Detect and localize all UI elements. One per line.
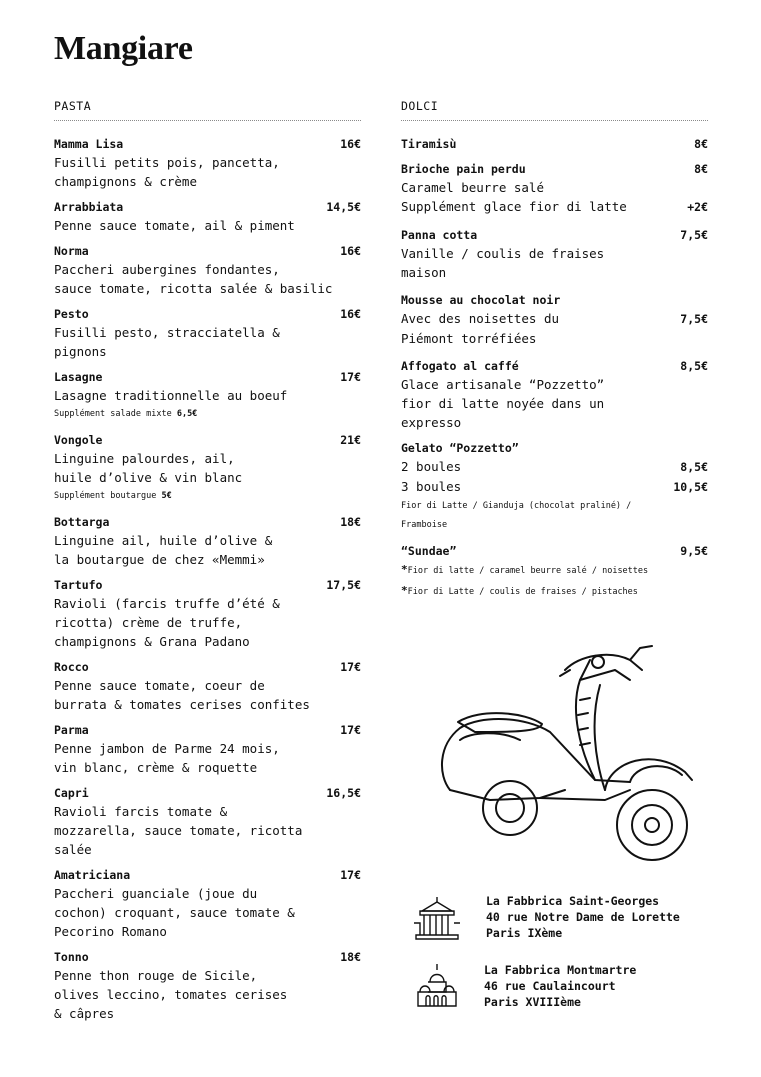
item-description: Paccheri aubergines fondantes,: [54, 262, 280, 277]
sundae-option: [401, 581, 708, 602]
menu-item: [54, 368, 361, 424]
item-name: Lasagne: [54, 370, 103, 384]
pasta-list: [54, 135, 361, 1023]
item-price: 18€: [340, 515, 361, 529]
location-city: Paris XVIIIème: [484, 995, 581, 1009]
item-description: Ravioli (farcis truffe d’été &: [54, 596, 280, 611]
item-description: Fusilli pesto, stracciatella &: [54, 325, 280, 340]
option-price: 8,5€: [680, 460, 708, 474]
location-name: La Fabbrica Montmartre: [484, 963, 637, 977]
item-description: Vanille / coulis de fraises: [401, 246, 605, 261]
item-name: Tiramisù: [401, 137, 457, 151]
item-description: Piémont torréfiées: [401, 331, 537, 346]
item-price: 17€: [340, 660, 361, 674]
menu-item: [54, 576, 361, 651]
location-name: La Fabbrica Saint-Georges: [486, 894, 660, 908]
location-city: Paris IXème: [486, 926, 563, 940]
flavors-note: Framboise: [401, 520, 448, 530]
page-title: Mangiare: [54, 30, 193, 67]
sundae-option-text: Fior di latte / caramel beurre salé / noisettes: [407, 566, 649, 576]
item-price: 17€: [340, 723, 361, 737]
supplement-label: Supplément boutargue: [54, 491, 157, 501]
item-price: 16€: [340, 137, 361, 151]
item-name: Bottarga: [54, 515, 110, 529]
item-description: Glace artisanale “Pozzetto”: [401, 377, 605, 392]
item-description: ricotta) crème de truffe,: [54, 615, 243, 630]
menu-item: [54, 658, 361, 714]
menu-item-mousse: [401, 291, 708, 348]
item-price: 8,5€: [680, 359, 708, 373]
item-price: 14,5€: [326, 200, 361, 214]
dolci-section: [401, 99, 708, 609]
menu-item-panna-cotta: [401, 226, 708, 282]
item-description: champignons & crème: [54, 174, 197, 189]
item-description: fior di latte noyée dans un: [401, 396, 605, 411]
item-description: Avec des noisettes du: [401, 311, 560, 326]
item-name: “Sundae”: [401, 544, 457, 558]
menu-item: [54, 784, 361, 859]
item-description: Ravioli farcis tomate &: [54, 804, 228, 819]
supplement-price: +2€: [687, 200, 708, 214]
item-description: champignons & Grana Padano: [54, 634, 250, 649]
church-facade-icon: [412, 893, 462, 941]
item-description: burrata & tomates cerises confites: [54, 697, 310, 712]
option-label: 2 boules: [401, 459, 462, 474]
menu-item: [54, 866, 361, 941]
menu-item: [54, 431, 361, 506]
menu-item: [54, 513, 361, 569]
asterisk: *: [401, 584, 408, 597]
pasta-section: [54, 99, 361, 1030]
item-name: Amatriciana: [54, 868, 131, 882]
item-description: Pecorino Romano: [54, 924, 167, 939]
option-price: 10,5€: [673, 480, 708, 494]
item-description: Lasagne traditionnelle au boeuf: [54, 388, 288, 403]
menu-item: [54, 198, 361, 235]
item-description: mozzarella, sauce tomate, ricotta: [54, 823, 303, 838]
item-description: pignons: [54, 344, 107, 359]
location-saint-georges: [412, 893, 680, 941]
item-name: Rocco: [54, 660, 89, 674]
menu-item-brioche: [401, 160, 708, 217]
item-name: Arrabbiata: [54, 200, 124, 214]
item-name: Norma: [54, 244, 89, 258]
menu-item-affogato: [401, 357, 708, 432]
item-description: cochon) croquant, sauce tomate &: [54, 905, 295, 920]
item-name: Parma: [54, 723, 89, 737]
item-description: Penne jambon de Parme 24 mois,: [54, 741, 280, 756]
menu-item: [54, 948, 361, 1023]
section-heading-dolci: DOLCI: [401, 99, 708, 121]
flavors-note: Fior di Latte / Gianduja (chocolat praliné) /: [401, 501, 632, 511]
supplement-label: Supplément salade mixte: [54, 409, 172, 419]
menu-item: [54, 721, 361, 777]
item-supplement: [54, 487, 361, 506]
item-supplement: [54, 405, 361, 424]
supplement-label: Supplément glace fior di latte: [401, 199, 627, 214]
item-name: Mousse au chocolat noir: [401, 293, 561, 307]
item-price: 16€: [340, 244, 361, 258]
item-description: Penne sauce tomate, ail & piment: [54, 218, 295, 233]
item-description: olives leccino, tomates cerises: [54, 987, 288, 1002]
menu-item-tiramisu: [401, 135, 708, 153]
item-description: expresso: [401, 415, 462, 430]
item-description: salée: [54, 842, 92, 857]
item-price: 7,5€: [680, 228, 708, 242]
menu-item-gelato: [401, 439, 708, 535]
item-price: 17€: [340, 370, 361, 384]
asterisk: *: [401, 563, 408, 576]
item-name: Tonno: [54, 950, 89, 964]
item-description: Linguine palourdes, ail,: [54, 451, 235, 466]
item-price: 16€: [340, 307, 361, 321]
item-name: Affogato al caffé: [401, 359, 519, 373]
item-description: la boutargue de chez «Memmi»: [54, 552, 265, 567]
scooter-illustration-icon: [430, 640, 705, 875]
item-price: 8€: [694, 162, 708, 176]
sundae-option: [401, 560, 708, 581]
item-price: 8€: [694, 137, 708, 151]
item-description: maison: [401, 265, 447, 280]
location-address: 40 rue Notre Dame de Lorette: [486, 910, 680, 924]
item-name: Pesto: [54, 307, 89, 321]
menu-item-sundae: [401, 542, 708, 602]
sundae-option-text: Fior di Latte / coulis de fraises / pistaches: [407, 587, 638, 597]
item-name: Tartufo: [54, 578, 103, 592]
location-montmartre: [412, 962, 636, 1010]
item-name: Mamma Lisa: [54, 137, 124, 151]
item-description: Penne sauce tomate, coeur de: [54, 678, 265, 693]
item-name: Vongole: [54, 433, 103, 447]
item-description: huile d’olive & vin blanc: [54, 470, 243, 485]
menu-item: [54, 135, 361, 191]
item-description: Linguine ail, huile d’olive &: [54, 533, 273, 548]
item-price: 7,5€: [680, 312, 708, 326]
menu-item: [54, 305, 361, 361]
option-label: 3 boules: [401, 479, 462, 494]
item-description: sauce tomate, ricotta salée & basilic: [54, 281, 333, 296]
item-description: vin blanc, crème & roquette: [54, 760, 258, 775]
item-name: Panna cotta: [401, 228, 478, 242]
item-name: Capri: [54, 786, 89, 800]
location-address: 46 rue Caulaincourt: [484, 979, 616, 993]
item-description: Penne thon rouge de Sicile,: [54, 968, 258, 983]
item-description: & câpres: [54, 1006, 115, 1021]
item-price: 17,5€: [326, 578, 361, 592]
item-price: 9,5€: [680, 544, 708, 558]
item-name: Gelato “Pozzetto”: [401, 441, 519, 455]
menu-item: [54, 242, 361, 298]
sacre-coeur-icon: [412, 962, 462, 1010]
item-price: 18€: [340, 950, 361, 964]
item-description: Fusilli petits pois, pancetta,: [54, 155, 280, 170]
item-price: 17€: [340, 868, 361, 882]
section-heading-pasta: PASTA: [54, 99, 361, 121]
item-name: Brioche pain perdu: [401, 162, 526, 176]
supplement-price: 5€: [161, 491, 172, 501]
item-description: Caramel beurre salé: [401, 180, 544, 195]
item-price: 16,5€: [326, 786, 361, 800]
supplement-price: 6,5€: [176, 409, 198, 419]
item-description: Paccheri guanciale (joue du: [54, 886, 258, 901]
item-price: 21€: [340, 433, 361, 447]
